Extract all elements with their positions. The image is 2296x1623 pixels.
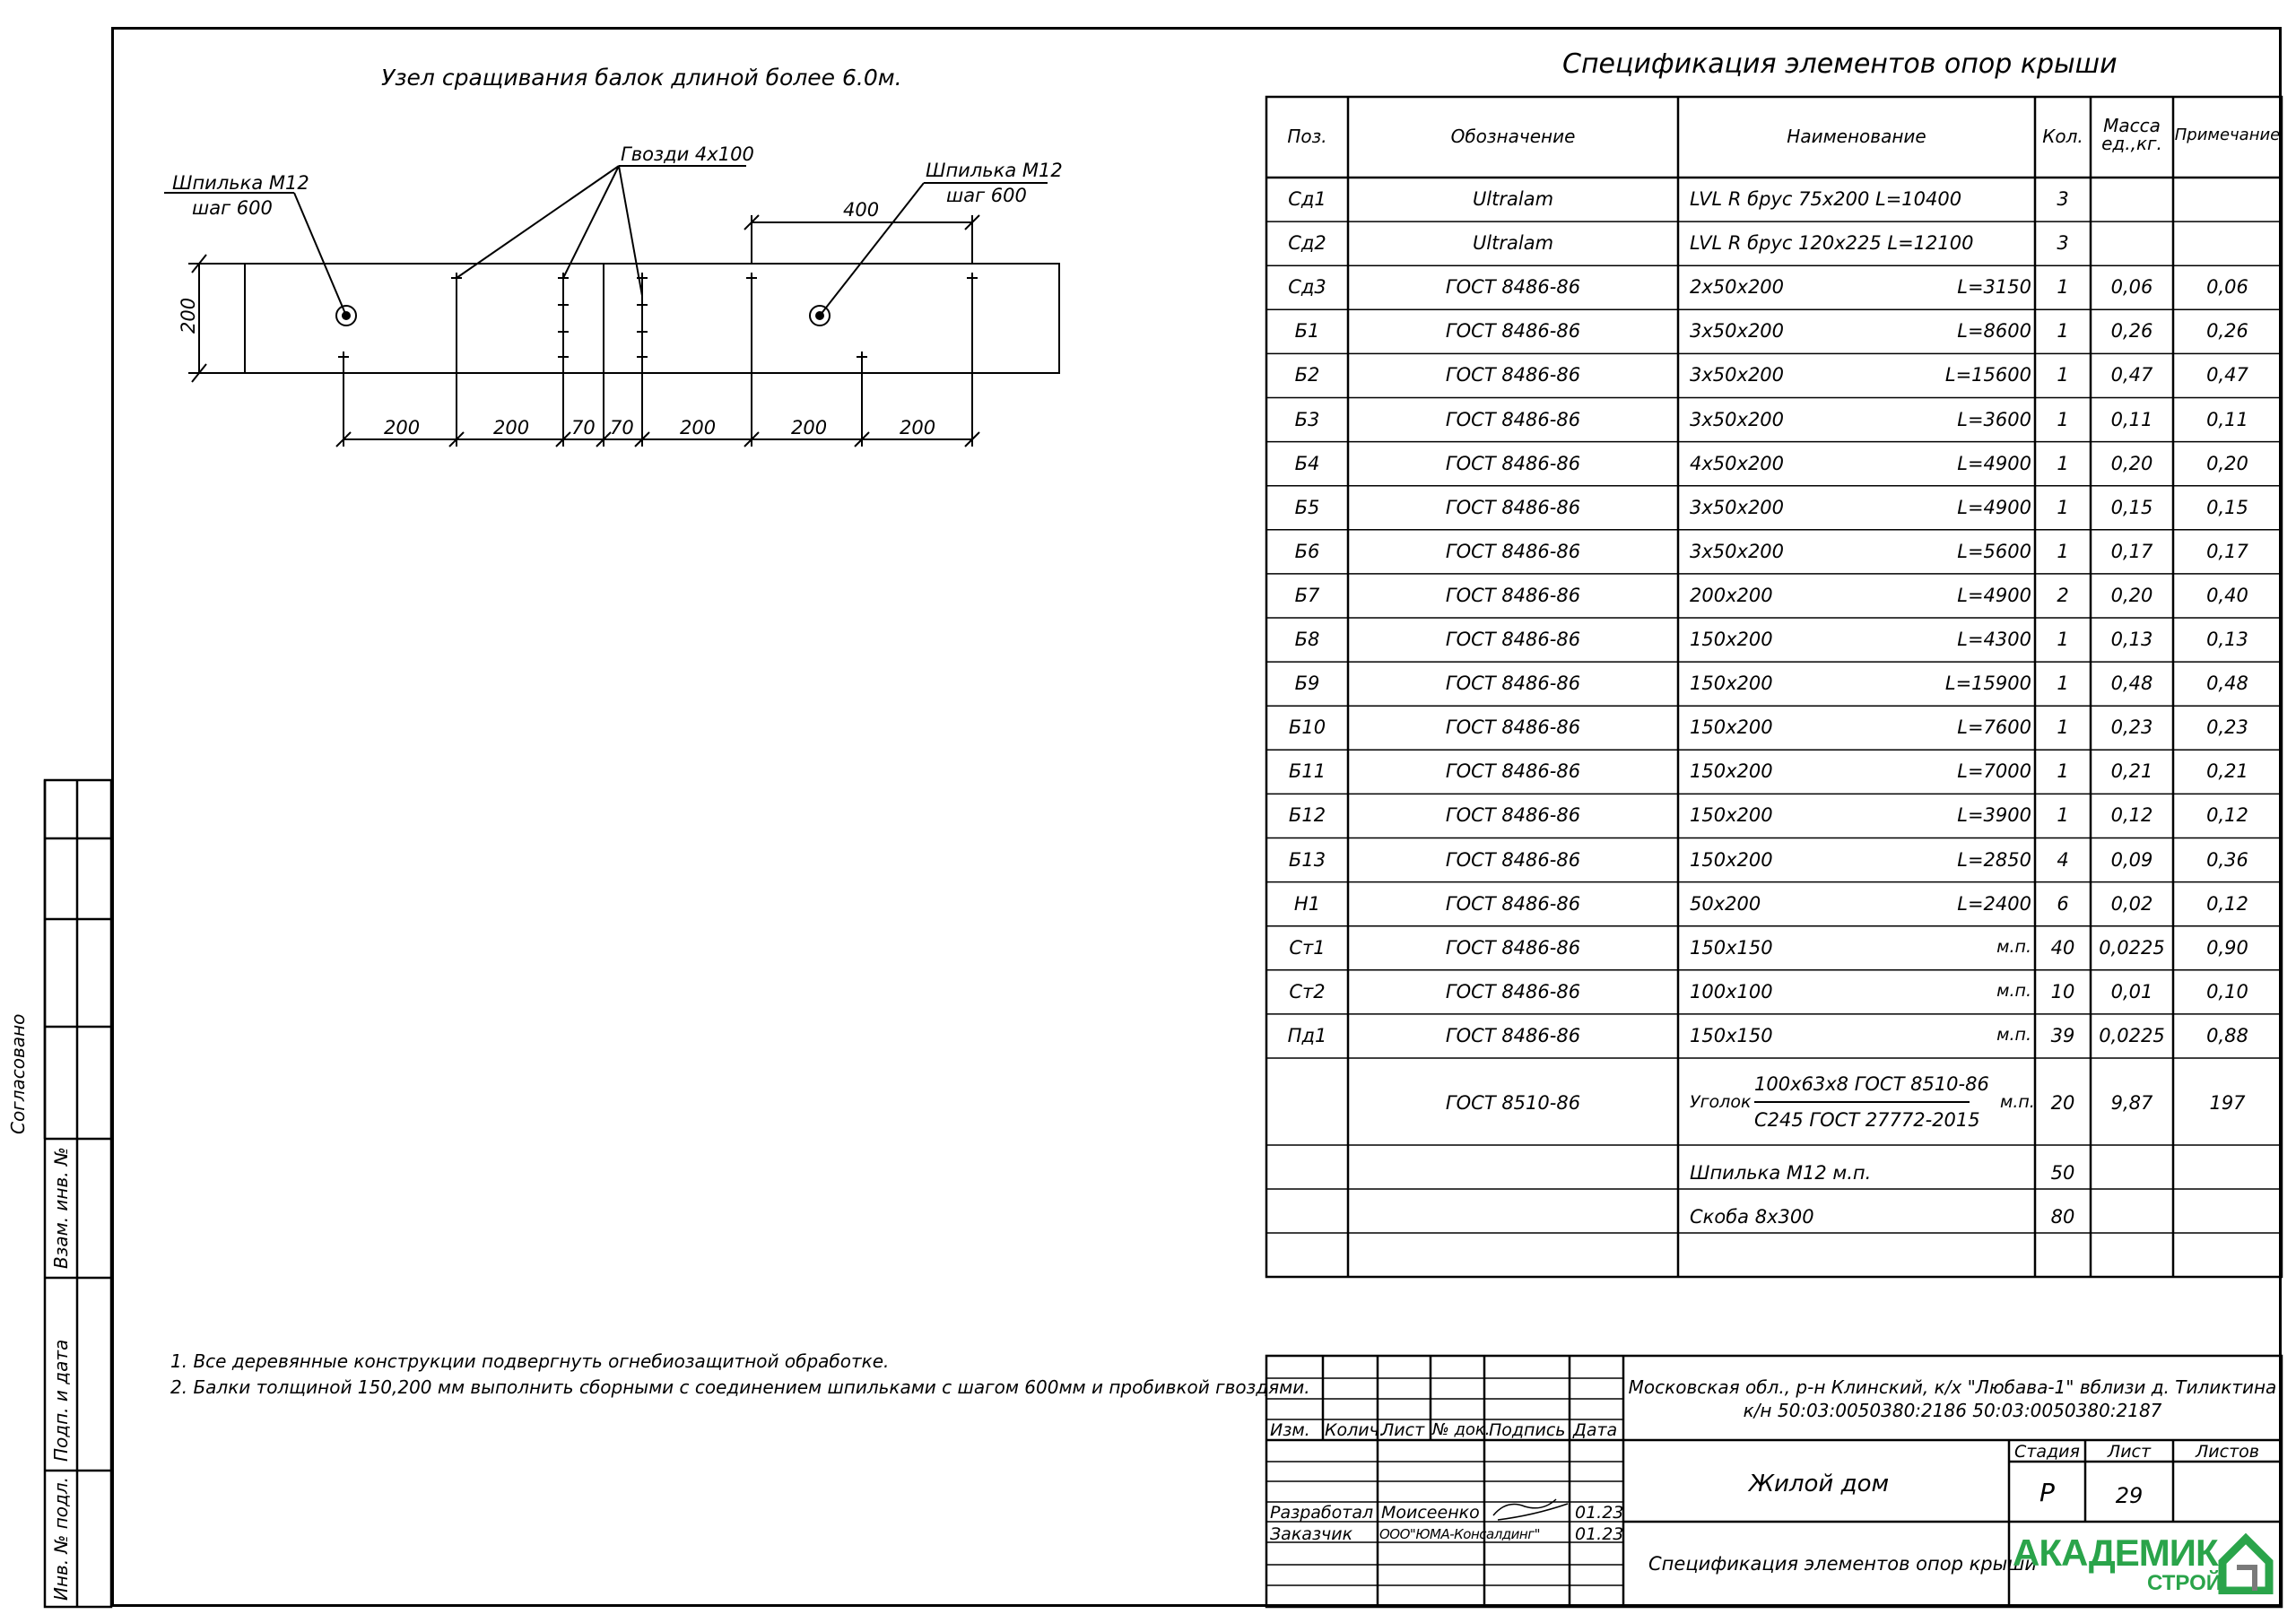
col-qty-header: Кол.	[2042, 126, 2083, 147]
spec-row-note: 0,21	[2206, 760, 2248, 783]
side-replace-inv: Взам. инв. №	[50, 1147, 72, 1269]
spec-row-length: м.п.	[1996, 980, 2031, 1001]
spec-row-name: 150х200	[1690, 673, 1773, 695]
spec-row-qty: 3	[2057, 188, 2069, 210]
spec-row-des: ГОСТ 8486-86	[1445, 848, 1581, 871]
side-agreed: Согласовано	[7, 1013, 29, 1134]
extra-row-1-name: Шпилька М12 м.п.	[1690, 1162, 1872, 1184]
spec-row-qty: 6	[2057, 892, 2069, 915]
spec-row-note: 0,15	[2206, 496, 2248, 518]
spec-row-length: L=7600	[1957, 716, 2031, 739]
spec-row-qty: 1	[2057, 320, 2069, 343]
angle-qty: 20	[2050, 1092, 2075, 1114]
nails-label: Гвозди 4х100	[621, 143, 754, 165]
stud-left-label-2: шаг 600	[192, 197, 273, 219]
spec-row-note: 0,06	[2206, 276, 2248, 299]
spec-row-length: L=15600	[1944, 364, 2031, 386]
spec-row-name: 3х50х200	[1690, 496, 1785, 518]
tb-sheets-label: Листов	[2196, 1442, 2259, 1462]
tb-object: Жилой дом	[1749, 1471, 1890, 1497]
spec-row-note: 0,12	[2206, 892, 2248, 915]
spec-row-length: L=3600	[1957, 408, 2031, 430]
spec-row-des: ГОСТ 8486-86	[1445, 364, 1581, 386]
spec-row-des: ГОСТ 8486-86	[1445, 716, 1581, 739]
tb-sheet-title: Спецификация элементов опор крыши	[1648, 1553, 2038, 1575]
spec-title: Спецификация элементов опор крыши	[1562, 48, 2118, 80]
spec-row-length: L=5600	[1957, 540, 2031, 562]
spec-row-des: ГОСТ 8486-86	[1445, 452, 1581, 474]
dim-chain-5: 200	[680, 417, 717, 438]
spec-row-mass: 0,11	[2110, 408, 2153, 430]
spec-row-note: 0,90	[2206, 936, 2248, 959]
spec-row-pos: Б6	[1294, 540, 1320, 562]
spec-row-qty: 1	[2057, 804, 2069, 827]
spec-row-des: ГОСТ 8486-86	[1445, 760, 1581, 783]
spec-row-des: ГОСТ 8486-86	[1445, 892, 1581, 915]
spec-row-qty: 1	[2057, 452, 2069, 474]
angle-designation: ГОСТ 8510-86	[1445, 1092, 1581, 1114]
spec-row-pos: Ст2	[1289, 980, 1326, 1002]
angle-len: м.п.	[2000, 1092, 2035, 1112]
spec-row-qty: 1	[2057, 760, 2069, 783]
spec-row-name: 3х50х200	[1690, 364, 1785, 386]
spec-row-note: 0,12	[2206, 804, 2248, 827]
spec-row-note: 0,26	[2206, 320, 2248, 343]
spec-row-qty: 2	[2057, 584, 2069, 606]
spec-row-length: L=8600	[1957, 320, 2031, 343]
spec-row-mass: 0,26	[2110, 320, 2153, 343]
tb-address-1: Московская обл., р-н Клинский, к/х "Любава-1" вблизи д. Тиликтина	[1628, 1376, 2277, 1398]
dim-200-vertical: 200	[178, 297, 199, 334]
spec-row-qty: 1	[2057, 364, 2069, 386]
angle-mass: 9,87	[2110, 1092, 2153, 1114]
spec-row-note: 0,11	[2206, 408, 2248, 430]
note-2: 2. Балки толщиной 150,200 мм выполнить сборными с соединением шпильками с шагом 600мм и пробивкой гвоздями.	[170, 1376, 1310, 1398]
spec-row-pos: Н1	[1293, 892, 1321, 915]
stud-right-label-2: шаг 600	[946, 185, 1027, 206]
angle-prefix: Уголок	[1690, 1092, 1752, 1112]
spec-row-name: 100х100	[1690, 980, 1773, 1002]
spec-row-pos: Б8	[1294, 629, 1320, 650]
spec-row-name: 150х200	[1690, 629, 1773, 650]
tb-sheet-label: Лист	[2107, 1442, 2152, 1462]
logo-house-icon	[2217, 1532, 2274, 1594]
spec-row-length: L=2400	[1957, 892, 2031, 915]
spec-row-note: 0,40	[2206, 584, 2248, 606]
spec-row-mass: 0,20	[2110, 452, 2153, 474]
spec-row-des: ГОСТ 8486-86	[1445, 276, 1581, 299]
spec-row-qty: 1	[2057, 540, 2069, 562]
spec-row-qty: 1	[2057, 408, 2069, 430]
logo-sub-text: СТРОЙ	[2147, 1571, 2222, 1595]
spec-row-pos: Б12	[1288, 804, 1326, 827]
spec-row-mass: 0,0225	[2099, 936, 2165, 959]
spec-row-length: L=15900	[1944, 673, 2031, 695]
spec-row-length: L=3900	[1957, 804, 2031, 827]
spec-row-name: 4х50х200	[1690, 452, 1785, 474]
spec-row-mass: 0,20	[2110, 584, 2153, 606]
dim-400: 400	[843, 199, 880, 221]
spec-row-des: ГОСТ 8486-86	[1445, 408, 1581, 430]
spec-row-name: 150х200	[1690, 848, 1773, 871]
tb-customer-name: ООО"ЮМА-Консалдинг"	[1379, 1526, 1540, 1542]
col-designation-header: Обозначение	[1450, 126, 1576, 147]
spec-row-note: 0,20	[2206, 452, 2248, 474]
company-logo	[2013, 1526, 2278, 1603]
note-1: 1. Все деревянные конструкции подвергнуть огнебиозащитной обработке.	[170, 1350, 890, 1372]
tb-col-izm: Изм.	[1270, 1420, 1310, 1440]
spec-row-note: 0,10	[2206, 980, 2248, 1002]
side-sign-date: Подп. и дата	[50, 1339, 72, 1462]
spec-row-pos: Б10	[1288, 716, 1326, 739]
spec-row-des: ГОСТ 8486-86	[1445, 496, 1581, 518]
spec-row-pos: Б11	[1288, 760, 1326, 783]
extra-row-2-name: Скоба 8х300	[1690, 1206, 1814, 1228]
spec-row-length: L=7000	[1957, 760, 2031, 783]
spec-row-length: L=2850	[1957, 848, 2031, 871]
spec-row-qty: 1	[2057, 629, 2069, 650]
spec-row-note: 0,36	[2206, 848, 2248, 871]
spec-row-name: 3х50х200	[1690, 540, 1785, 562]
spec-row-mass: 0,02	[2110, 892, 2153, 915]
spec-row-pos: Б4	[1294, 452, 1320, 474]
spec-row-mass: 0,23	[2110, 716, 2153, 739]
col-mass-header-2: ед.,кг.	[2101, 133, 2162, 154]
dim-chain-4: 70	[610, 417, 634, 438]
spec-row-name: 150х200	[1690, 716, 1773, 739]
spec-row-des: ГОСТ 8486-86	[1445, 540, 1581, 562]
tb-developed-name: Моисеенко	[1381, 1503, 1480, 1523]
tb-stage: Р	[2039, 1478, 2055, 1507]
spec-row-length: L=4900	[1957, 496, 2031, 518]
spec-row-name: 2х50х200	[1690, 276, 1785, 299]
spec-row-pos: Б9	[1294, 673, 1320, 695]
spec-row-length: м.п.	[1996, 936, 2031, 957]
spec-row-qty: 1	[2057, 716, 2069, 739]
spec-row-pos: Б2	[1294, 364, 1320, 386]
spec-row-qty: 39	[2050, 1024, 2075, 1046]
spec-row-mass: 0,15	[2110, 496, 2153, 518]
dim-chain-1: 200	[384, 417, 421, 438]
tb-col-sign: Подпись	[1489, 1420, 1566, 1440]
stud-left-label-1: Шпилька М12	[172, 172, 309, 194]
tb-customer-date: 01.23	[1575, 1524, 1624, 1544]
spec-row-name: 3х50х200	[1690, 320, 1785, 343]
spec-row-mass: 0,0225	[2099, 1024, 2165, 1046]
tb-col-qty: Колич.	[1325, 1420, 1385, 1440]
spec-row-qty: 10	[2050, 980, 2075, 1002]
tb-stage-label: Стадия	[2014, 1442, 2080, 1462]
spec-row-name: 150х150	[1690, 1024, 1773, 1046]
spec-row-pos: Б3	[1294, 408, 1320, 430]
spec-row-name: 200х200	[1690, 584, 1773, 606]
dim-chain-7: 200	[900, 417, 936, 438]
col-note-header: Примечание	[2174, 126, 2281, 144]
col-mass-header-1: Масса	[2103, 115, 2161, 136]
dim-chain-3: 70	[571, 417, 596, 438]
spec-row-des: ГОСТ 8486-86	[1445, 804, 1581, 827]
spec-row-des: ГОСТ 8486-86	[1445, 629, 1581, 650]
spec-row-des: ГОСТ 8486-86	[1445, 980, 1581, 1002]
side-inv-orig: Инв. № подл.	[50, 1477, 72, 1601]
spec-row-note: 0,47	[2206, 364, 2248, 386]
spec-row-note: 0,23	[2206, 716, 2248, 739]
tb-sheet: 29	[2115, 1483, 2144, 1508]
stud-right-label-1: Шпилька М12	[926, 160, 1063, 181]
extra-row-1-qty: 50	[2050, 1162, 2075, 1184]
tb-col-sheet: Лист	[1381, 1420, 1425, 1440]
spec-row-pos: Сд2	[1288, 232, 1326, 255]
logo-main-text: АКАДЕМИК	[2013, 1532, 2218, 1574]
spec-row-des: ГОСТ 8486-86	[1445, 320, 1581, 343]
tb-col-date: Дата	[1573, 1420, 1618, 1440]
spec-row-pos: Ст1	[1289, 936, 1326, 959]
spec-row-mass: 0,13	[2110, 629, 2153, 650]
spec-row-note: 0,48	[2206, 673, 2248, 695]
spec-row-note: 0,88	[2206, 1024, 2248, 1046]
spec-row-mass: 0,21	[2110, 760, 2153, 783]
tb-col-doc: № док.	[1432, 1420, 1491, 1439]
spec-row-length: L=4900	[1957, 452, 2031, 474]
spec-row-mass: 0,12	[2110, 804, 2153, 827]
spec-row-pos: Б7	[1294, 584, 1320, 606]
spec-row-name: 150х200	[1690, 804, 1773, 827]
spec-row-mass: 0,06	[2110, 276, 2153, 299]
spec-row-note: 0,17	[2206, 540, 2248, 562]
spec-row-des: Ultralam	[1472, 188, 1554, 210]
tb-developed-date: 01.23	[1575, 1503, 1624, 1523]
spec-row-name: LVL R брус 75х200 L=10400	[1690, 188, 1962, 210]
spec-row-pos: Сд3	[1288, 276, 1326, 299]
spec-row-length: м.п.	[1996, 1024, 2031, 1045]
spec-row-des: ГОСТ 8486-86	[1445, 936, 1581, 959]
spec-row-note: 0,13	[2206, 629, 2248, 650]
col-name-header: Наименование	[1787, 126, 1926, 147]
spec-row-qty: 4	[2057, 848, 2069, 871]
spec-row-mass: 0,47	[2110, 364, 2153, 386]
tb-developed-label: Разработал	[1270, 1503, 1374, 1523]
spec-row-name: 3х50х200	[1690, 408, 1785, 430]
dim-chain-2: 200	[493, 417, 530, 438]
spec-row-name: 50х200	[1690, 892, 1761, 915]
spec-row-pos: Сд1	[1288, 188, 1326, 210]
spec-row-qty: 3	[2057, 232, 2069, 255]
spec-row-des: ГОСТ 8486-86	[1445, 673, 1581, 695]
spec-row-qty: 1	[2057, 276, 2069, 299]
spec-row-qty: 40	[2050, 936, 2075, 959]
spec-row-pos: Б5	[1294, 496, 1320, 518]
spec-row-name: LVL R брус 120х225 L=12100	[1690, 232, 1974, 255]
spec-row-mass: 0,17	[2110, 540, 2153, 562]
tb-address-2: к/н 50:03:0050380:2186 50:03:0050380:2187	[1743, 1400, 2162, 1421]
spec-row-mass: 0,48	[2110, 673, 2153, 695]
angle-note: 197	[2209, 1092, 2246, 1114]
angle-bottom: С245 ГОСТ 27772-2015	[1754, 1109, 1980, 1131]
detail-title: Узел сращивания балок длиной более 6.0м.	[381, 65, 902, 91]
spec-row-pos: Пд1	[1287, 1024, 1327, 1046]
spec-row-des: ГОСТ 8486-86	[1445, 1024, 1581, 1046]
spec-row-length: L=4900	[1957, 584, 2031, 606]
spec-row-name: 150х200	[1690, 760, 1773, 783]
spec-row-qty: 1	[2057, 673, 2069, 695]
spec-row-name: 150х150	[1690, 936, 1773, 959]
spec-row-length: L=3150	[1957, 276, 2031, 299]
spec-row-qty: 1	[2057, 496, 2069, 518]
spec-row-des: ГОСТ 8486-86	[1445, 584, 1581, 606]
spec-row-des: Ultralam	[1472, 232, 1554, 255]
extra-row-2-qty: 80	[2050, 1206, 2075, 1228]
col-pos-header: Поз.	[1287, 126, 1327, 147]
spec-row-length: L=4300	[1957, 629, 2031, 650]
tb-customer-label: Заказчик	[1270, 1524, 1353, 1544]
spec-row-mass: 0,01	[2110, 980, 2153, 1002]
spec-row-mass: 0,09	[2110, 848, 2153, 871]
spec-row-pos: Б1	[1294, 320, 1320, 343]
angle-top: 100х63х8 ГОСТ 8510-86	[1754, 1073, 1989, 1095]
dim-chain-6: 200	[791, 417, 828, 438]
spec-row-pos: Б13	[1288, 848, 1326, 871]
